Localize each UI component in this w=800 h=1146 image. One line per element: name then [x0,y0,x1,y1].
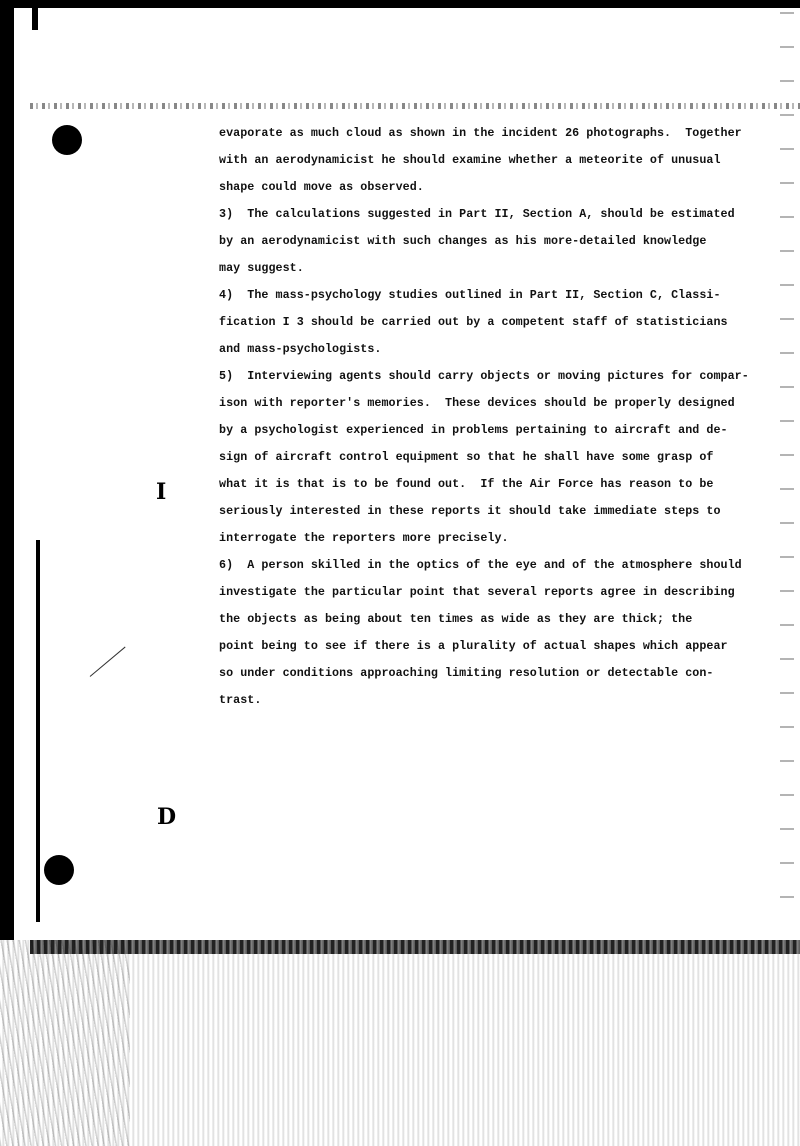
text-line: fication I 3 should be carried out by a competent staff of statisticians [219,315,728,329]
text-line: interrogate the reporters more precisely. [219,531,509,545]
text-line: by an aerodynamicist with such changes as his more-detailed knowledge [219,234,707,248]
text-line: point being to see if there is a plurality of actual shapes which appear [219,639,728,653]
margin-rule [36,540,40,922]
text-line: what it is that is to be found out. If the Air Force has reason to be [219,477,714,491]
text-line: ison with reporter's memories. These devices should be properly designed [219,396,735,410]
text-line: sign of aircraft control equipment so that he shall have some grasp of [219,450,714,464]
text-line: trast. [219,693,262,707]
text-line: shape could move as observed. [219,180,424,194]
corner-mark [32,8,38,30]
margin-mark-i: I [156,479,167,505]
edge-artifacts [780,12,794,912]
text-line: 5) Interviewing agents should carry objects or moving pictures for compar- [219,369,749,383]
text-line: with an aerodynamicist he should examine whether a meteorite of unusual [219,153,721,167]
text-line: and mass-psychologists. [219,342,382,356]
margin-mark-d: D [157,804,177,830]
text-line: the objects as being about ten times as wide as they are thick; the [219,612,693,626]
text-line: may suggest. [219,261,304,275]
scan-noise-area [0,940,800,1146]
text-line: investigate the particular point that several reports agree in describing [219,585,735,599]
punch-hole-top [52,125,82,155]
text-line: 3) The calculations suggested in Part II, Section A, should be estimated [219,207,735,221]
text-line: 6) A person skilled in the optics of the eye and of the atmosphere should [219,558,742,572]
text-line: so under conditions approaching limiting resolution or detectable con- [219,666,714,680]
text-line: 4) The mass-psychology studies outlined in Part II, Section C, Classi- [219,288,721,302]
document-body [219,120,759,714]
header-strip [30,103,800,109]
text-line: evaporate as much cloud as shown in the incident 26 photographs. Together [219,126,742,140]
punch-hole-bottom [44,855,74,885]
text-line: by a psychologist experienced in problems pertaining to aircraft and de- [219,423,728,437]
text-line: seriously interested in these reports it should take immediate steps to [219,504,721,518]
